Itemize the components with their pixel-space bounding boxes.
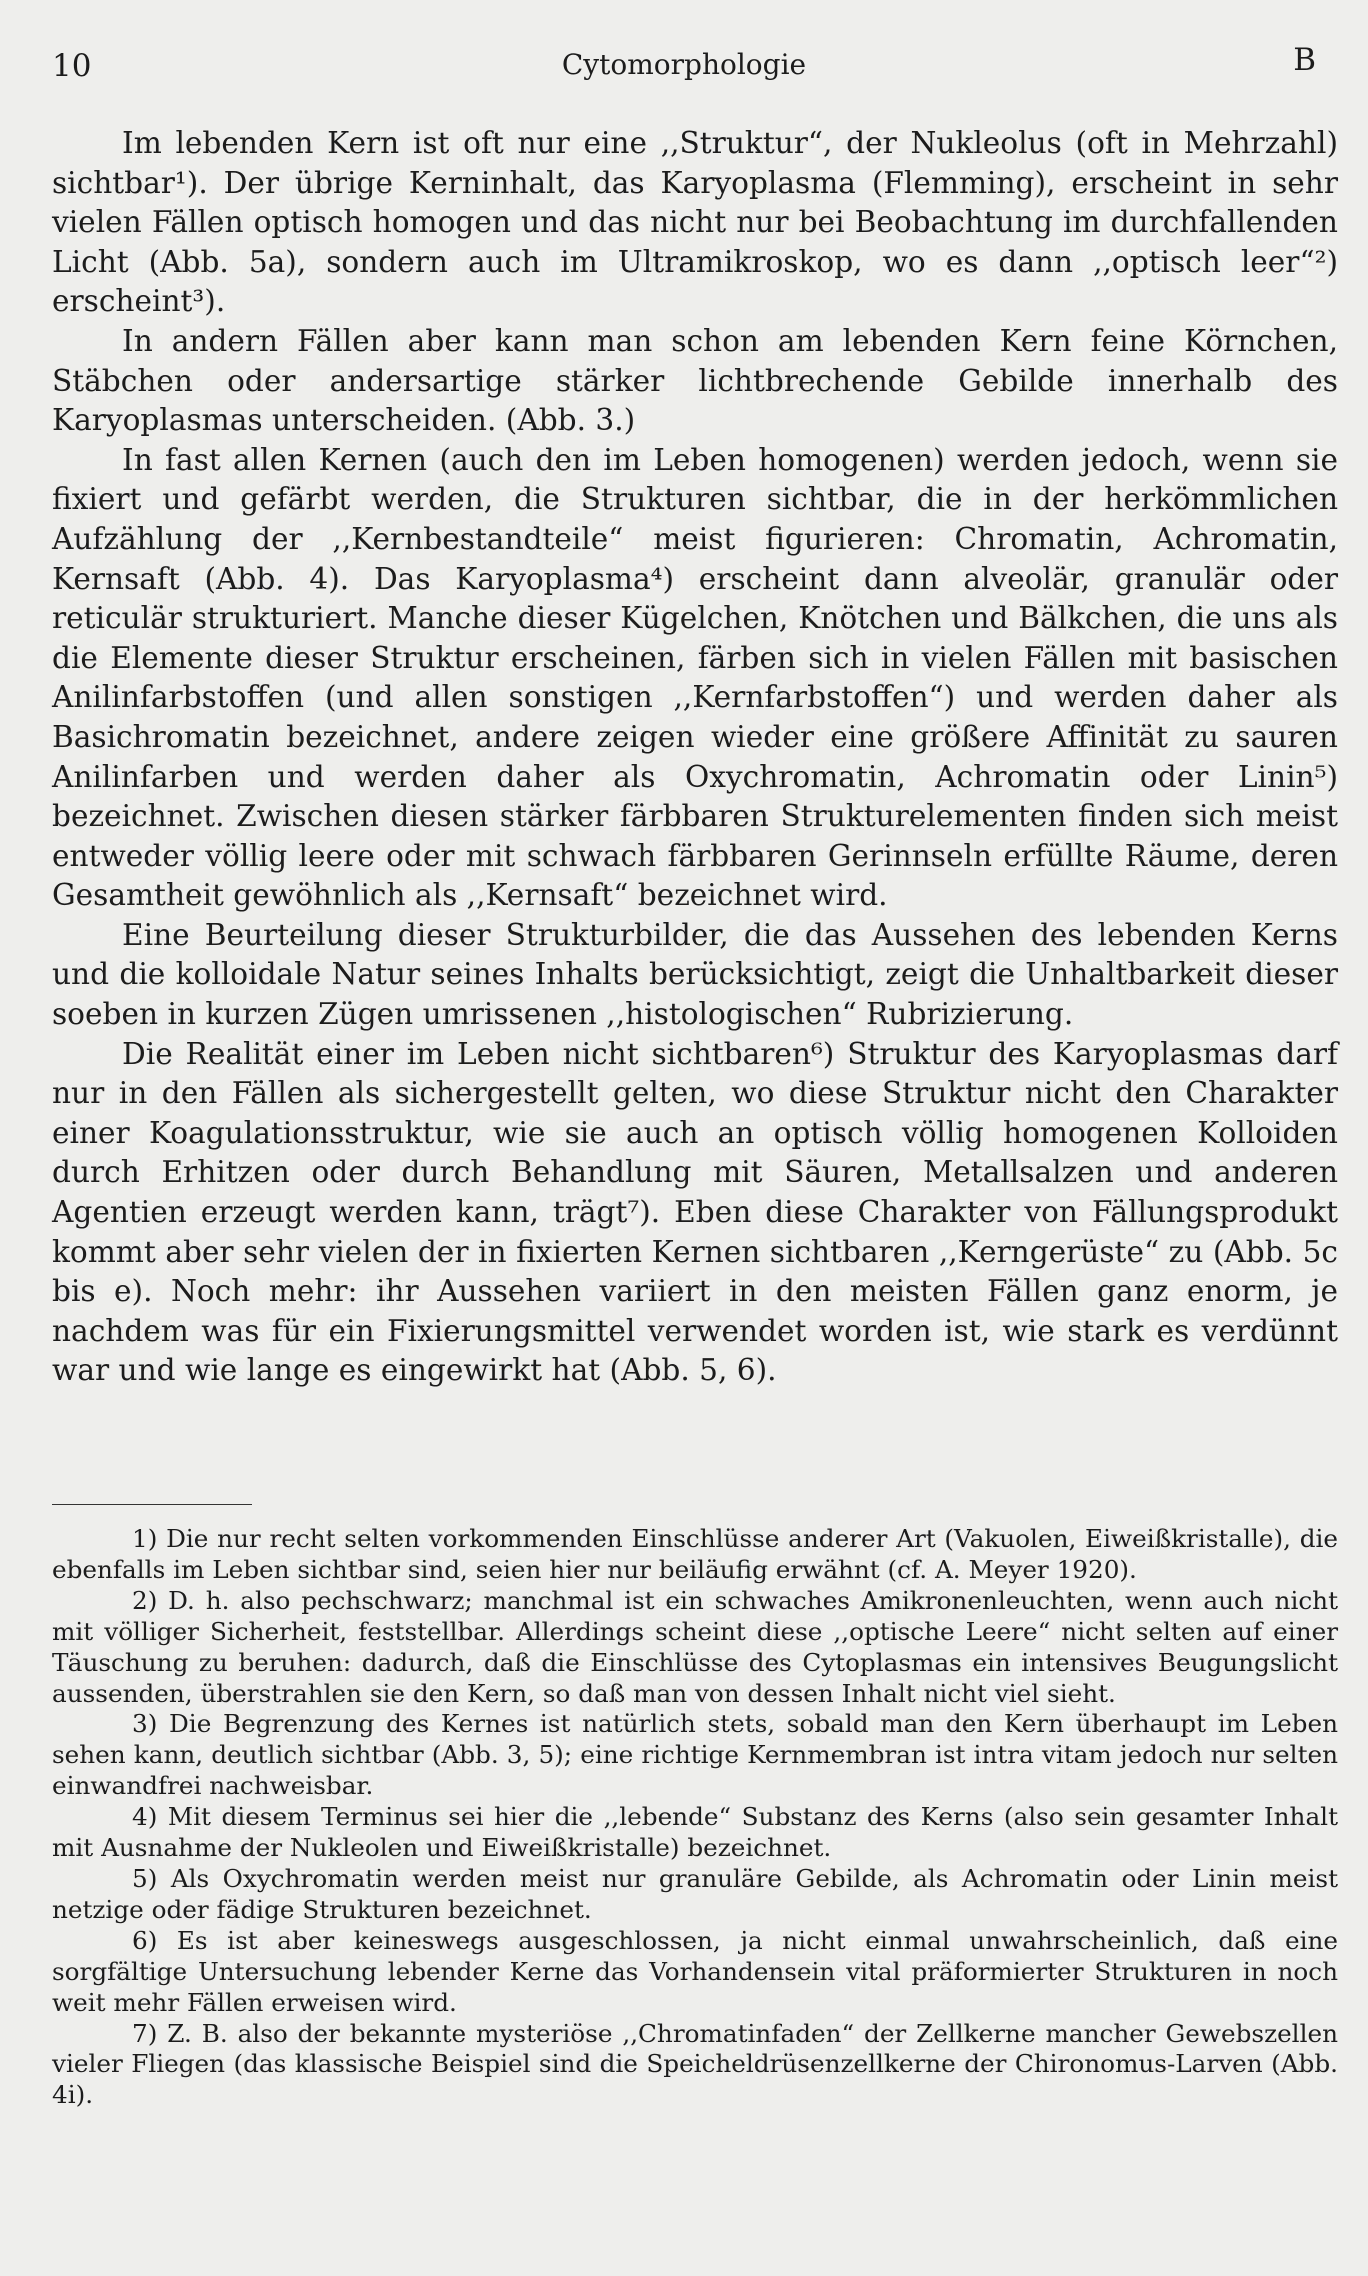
page-header	[52, 42, 1316, 88]
footnote: 5) Als Oxychromatin werden meist nur granuläre Gebilde, als Achromatin oder Linin meist netzige oder fädige Strukturen bezeichnet.	[52, 1863, 1338, 1924]
paragraph: In fast allen Kernen (auch den im Leben homogenen) werden jedoch, wenn sie fixiert und gefärbt werden, die Strukturen sichtbar, die in der herkömmlichen Aufzählung der ,,Kernbestandteile“ meist figurieren: Chromatin, Achromatin, Kernsaft (Abb. 4). Das Karyoplasma⁴) erscheint dann alveolär, granulär oder reticulär strukturiert. Manche dieser Kügelchen, Knötchen und Bälkchen, die uns als die Elemente dieser Struktur erscheinen, färben sich in vielen Fällen mit basischen Anilinfarbstoffen (und allen sonstigen ,,Kernfarbstoffen“) und werden daher als Basichromatin bezeichnet, andere zeigen wieder eine größere Affinität zu sauren Anilinfarben und werden daher als Oxychromatin, Achromatin oder Linin⁵) bezeichnet. Zwischen diesen stärker färbbaren Strukturelementen finden sich meist entweder völlig leere oder mit schwach färbbaren Gerinnseln erfüllte Räume, deren Gesamtheit gewöhnlich als ,,Kernsaft“ bezeichnet wird.	[52, 442, 1338, 913]
footnote: 3) Die Begrenzung des Kernes ist natürlich stets, sobald man den Kern überhaupt im Leben sehen kann, deutlich sichtbar (Abb. 3, 5); eine richtige Kernmembran ist intra vitam jedoch nur selten einwandfrei nachweisbar.	[52, 1709, 1338, 1801]
footnote: 4) Mit diesem Terminus sei hier die ,,lebende“ Substanz des Kerns (also sein gesamter Inhalt mit Ausnahme der Nukleolen und Eiweißkristalle) bezeichnet.	[52, 1802, 1338, 1863]
footnote: 2) D. h. also pechschwarz; manchmal ist ein schwaches Amikronenleuchten, wenn auch nicht mit völliger Sicherheit, feststellbar. Allerdings scheint diese ,,optische Leere“ nicht selten auf einer Täuschung zu beruhen: dadurch, daß die Einschlüsse des Cytoplasmas ein intensives Beugungslicht aussenden, überstrahlen sie den Kern, so daß man von dessen Inhalt nicht viel sieht.	[52, 1585, 1338, 1708]
body-text	[52, 124, 1338, 1391]
footnotes	[52, 1524, 1338, 2111]
paragraph: Im lebenden Kern ist oft nur eine ,,Struktur“, der Nukleolus (oft in Mehrzahl) sichtbar¹). Der übrige Kerninhalt, das Karyoplasma (Flemming), erscheint in sehr vielen Fällen optisch homogen und das nicht nur bei Beobachtung im durchfallenden Licht (Abb. 5a), sondern auch im Ultramikroskop, wo es dann ,,optisch leer“²) erscheint³).	[52, 126, 1338, 319]
paragraph: Eine Beurteilung dieser Strukturbilder, die das Aussehen des lebenden Kerns und die kolloidale Natur seines Inhalts berücksichtigt, zeigt die Unhaltbarkeit dieser soeben in kurzen Zügen umrissenen ,,histologischen“ Rubrizierung.	[52, 917, 1338, 1032]
footnote-divider	[52, 1504, 252, 1505]
paragraph: In andern Fällen aber kann man schon am lebenden Kern feine Körnchen, Stäbchen oder andersartige stärker lichtbrechende Gebilde innerhalb des Karyoplasmas unterscheiden. (Abb. 3.)	[52, 323, 1338, 438]
page-number: 10	[52, 48, 92, 84]
footnote: 7) Z. B. also der bekannte mysteriöse ,,Chromatinfaden“ der Zellkerne mancher Gewebszellen vieler Fliegen (das klassische Beispiel sind die Speicheldrüsenzellkerne der Chironomus-Larven (Abb. 4i).	[52, 2018, 1338, 2110]
paragraph: Die Realität einer im Leben nicht sichtbaren⁶) Struktur des Karyoplasmas darf nur in den Fällen als sichergestellt gelten, wo diese Struktur nicht den Charakter einer Koagulationsstruktur, wie sie auch an optisch völlig homogenen Kolloiden durch Erhitzen oder durch Behandlung mit Säuren, Metallsalzen und anderen Agentien erzeugt werden kann, trägt⁷). Eben diese Charakter von Fällungsprodukt kommt aber sehr vielen der in fixierten Kernen sichtbaren ,,Kerngerüste“ zu (Abb. 5c bis e). Noch mehr: ihr Aussehen variiert in den meisten Fällen ganz enorm, je nachdem was für ein Fixierungsmittel verwendet worden ist, wie stark es verdünnt war und wie lange es eingewirkt hat (Abb. 5, 6).	[52, 1036, 1338, 1388]
running-title: Cytomorphologie	[561, 48, 807, 81]
section-letter: B	[1293, 42, 1316, 78]
footnote: 6) Es ist aber keineswegs ausgeschlossen, ja nicht einmal unwahrscheinlich, daß eine sorgfältige Untersuchung lebender Kerne das Vorhandensein vital präformierter Strukturen in noch weit mehr Fällen erweisen wird.	[52, 1925, 1338, 2017]
footnote: 1) Die nur recht selten vorkommenden Einschlüsse anderer Art (Vakuolen, Eiweißkristalle), die ebenfalls im Leben sichtbar sind, seien hier nur beiläufig erwähnt (cf. A. Meyer 1920).	[52, 1524, 1338, 1584]
